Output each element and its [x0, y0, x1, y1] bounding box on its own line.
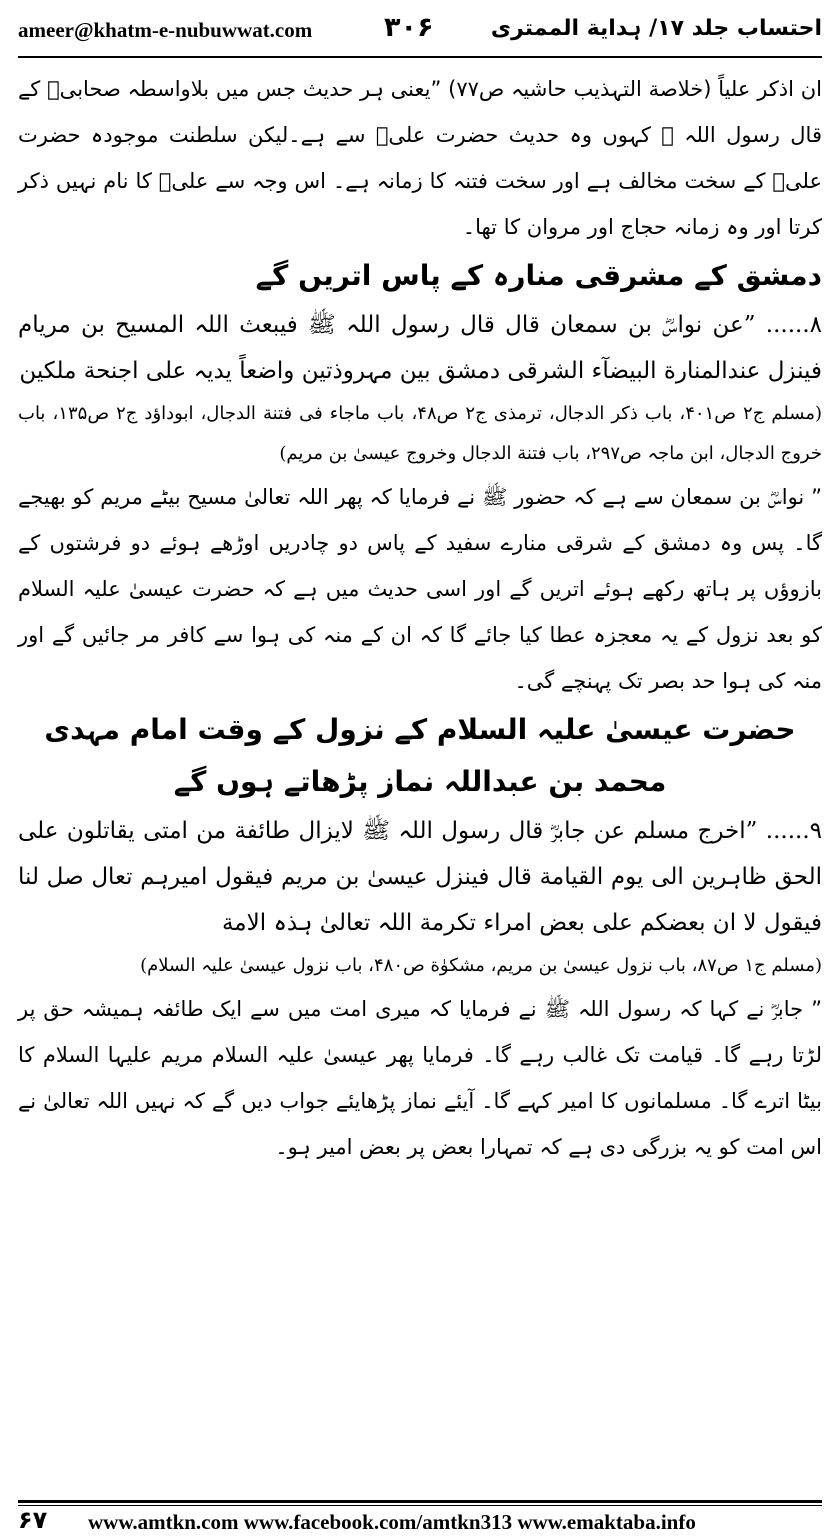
section-heading-damascus: دمشق کے مشرقی منارہ کے پاس اتریں گے [255, 259, 822, 292]
header-email[interactable]: ameer@khatm-e-nubuwwat.com [18, 18, 313, 42]
header-divider [18, 56, 822, 58]
page-header [18, 12, 822, 52]
footer-links[interactable]: www.amtkn.com www.facebook.com/amtkn313 www.emaktaba.info [88, 1510, 696, 1534]
hadith-9-citation: (مسلم ج۱ ص۸۷، باب نزول عیسیٰ بن مریم، مشکوٰة ص۴۸۰، باب نزول عیسیٰ علیہ السلام) [140, 955, 822, 976]
hadith-8-citation: (مسلم ج۲ ص۴۰۱، باب ذکر الدجال، ترمذی ج۲ ص۴۸، باب ماجاء فی فتنة الدجال، ابوداؤد ج۲ ص۱۳۵، باب خروج الدجال، ابن ماجہ ص۲۹۷، باب فتنة الدجال وخروج عیسیٰ بن مریم) [18, 403, 822, 464]
footer-divider [18, 1500, 822, 1503]
page-footer [18, 1500, 822, 1534]
footer-sheet-number: ۶۷ [18, 1506, 48, 1534]
hadith-9-arabic: ۹...... ”اخرج مسلم عن جابرؓ قال رسول اللہ ﷺ لایزال طائفة من امتی یقاتلون علی الحق ظاہرین الی یوم القیامة قال فینزل عیسیٰ بن مریم فیقول امیرہم تعال صل لنا فیقول لا ان بعضکم علی بعض امراء تکرمة اللہ تعالیٰ ہذہ الامة [18, 818, 822, 936]
header-page-number: ۳۰۶ [384, 12, 434, 43]
footer-divider-thin [18, 1505, 822, 1506]
section-heading-imam-mahdi: حضرت عیسیٰ علیہ السلام کے نزول کے وقت امام مہدی محمد بن عبداللہ نماز پڑھاتے ہوں گے [44, 713, 796, 798]
hadith-8-translation: ” نواسؓ بن سمعان سے ہے کہ حضور ﷺ نے فرمایا کہ پھر اللہ تعالیٰ مسیح بیٹے مریم کو بھیجے گا۔ پس وہ دمشق کے شرقی منارے سفید کے پاس دو چادریں اوڑھے ہوئے دو فرشتوں کے بازوؤں پر ہاتھ رکھے ہوئے اتریں گے اور اسی حدیث میں ہے کہ حضرت عیسیٰ علیہ السلام کو بعد نزول کے یہ معجزہ عطا کیا جائے گا کہ ان کے منہ کی ہوا سے کافر مر جائیں گے اور منہ کی ہوا حد بصر تک پہنچے گی۔ [18, 485, 822, 693]
hadith-9-translation: ” جابرؓ نے کہا کہ رسول اللہ ﷺ نے فرمایا کہ میری امت میں سے ایک طائفہ ہمیشہ حق پر لڑتا رہے گا۔ قیامت تک غالب رہے گا۔ فرمایا پھر عیسیٰ علیہ السلام مریم علیہا السلام کا بیٹا اترے گا۔ مسلمانوں کا امیر کہے گا۔ آیئے نماز پڑھایئے جواب دیں گے کہ نہیں اللہ تعالیٰ نے اس امت کو یہ بزرگی دی ہے کہ تمہارا بعض پر بعض امیر ہو۔ [18, 997, 822, 1159]
paragraph-intro: ان اذکر علیاً (خلاصة التہذیب حاشیہ ص۷۷) ”یعنی ہر حدیث جس میں بلاواسطہ صحابیؓ کے قال رسول اللہ ﷺ کہوں وہ حدیث حضرت علیؓ سے ہے۔لیکن سلطنت موجودہ حضرت علیؓ کے سخت مخالف ہے اور سخت فتنہ کا زمانہ ہے۔ اس وجہ سے علیؓ کا نام نہیں ذکر کرتا اور وہ زمانہ حجاج اور مروان کا تھا۔ [18, 77, 822, 239]
hadith-8-arabic: ۸...... ”عن نواسؓ بن سمعان قال قال رسول اللہ ﷺ فیبعث اللہ المسیح بن مریام فینزل عندالمنارة البیضآء الشرقی دمشق بین مہروذتین واضعاً یدیہ علی اجنحة ملکین [18, 312, 822, 384]
header-book-title: احتساب جلد ۱۷/ ہدایة الممتری [490, 16, 822, 41]
page-body [18, 66, 822, 1170]
